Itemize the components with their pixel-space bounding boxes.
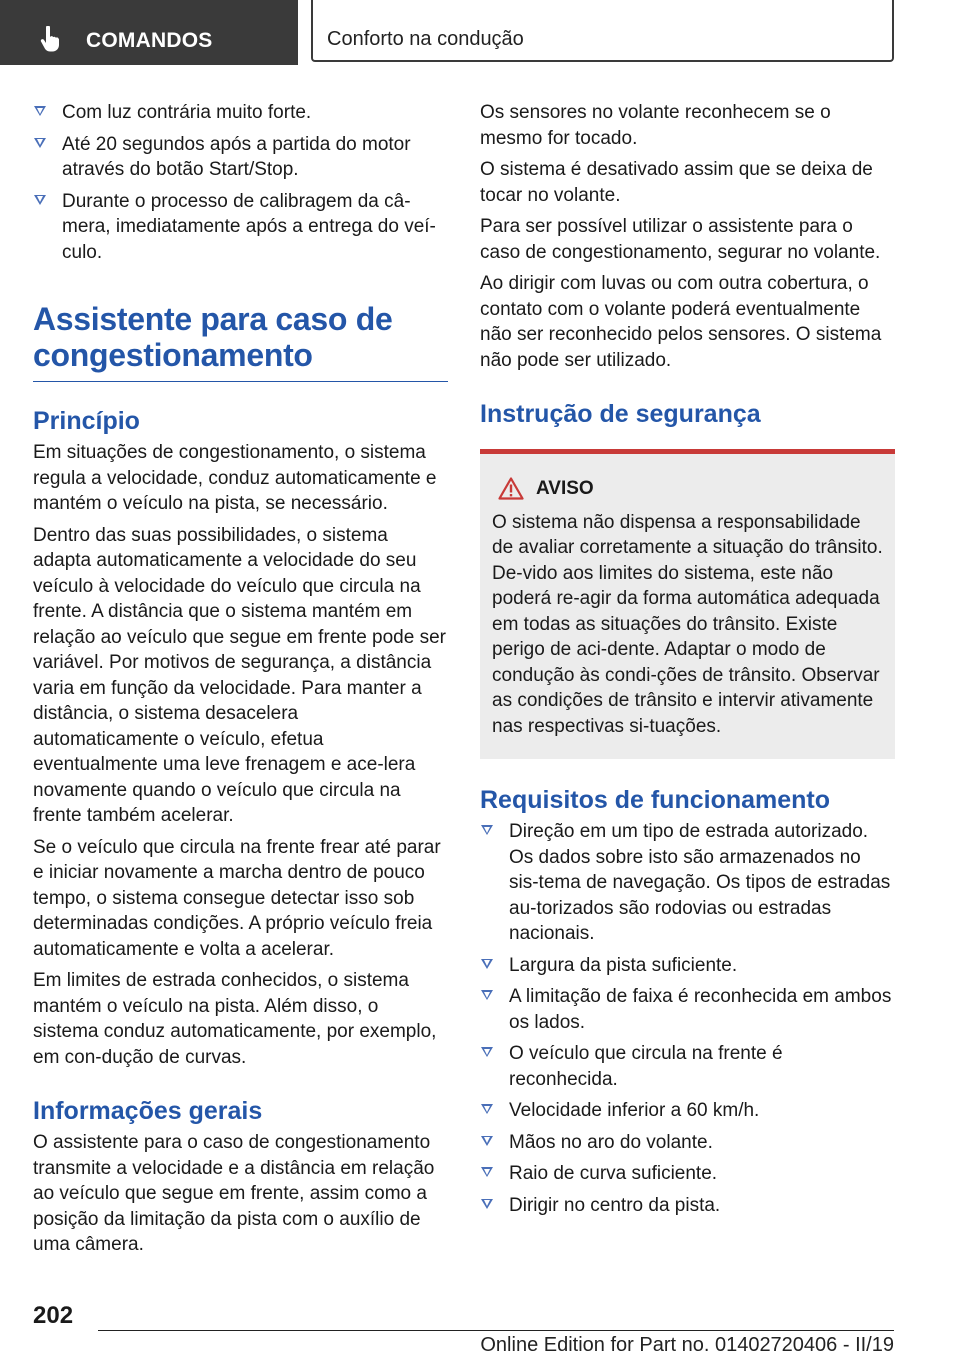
paragraph: O sistema é desativado assim que se deixa de tocar no volante. bbox=[480, 159, 873, 206]
list-item: Direção em um tipo de estrada autorizado. Os dados sobre isto são armazenados no sis-tema de navegação. Os tipos de estradas au-torizados são rodovias ou estradas nacionais. bbox=[480, 819, 895, 947]
heading-principle: Princípio bbox=[33, 407, 140, 435]
list-item: Mãos no aro do volante. bbox=[480, 1130, 895, 1156]
heading-requirements: Requisitos de funcionamento bbox=[480, 786, 831, 814]
warning-text: O sistema não dispensa a responsabilidade de avaliar corretamente a situação do trânsito. De-vido aos limites do sistema, este não poderá re-agir da forma automática adequada em todas as situações do trânsito. Existe perigo de aci-dente. Adaptar o modo de condução às condi-ções de trânsito. Observar as condições de trânsito e intervir ativamente nas respectivas si-tuações. bbox=[492, 511, 883, 737]
warning-box bbox=[480, 449, 895, 759]
bullet-triangle-icon bbox=[481, 990, 493, 1000]
paragraph: O assistente para o caso de congestionamento transmite a velocidade e a distância em relação ao veículo que segue em frente, assim como a posição da limitação da pista com o auxílio de uma câmera. bbox=[33, 1132, 435, 1255]
paragraph: Os sensores no volante reconhecem se o mesmo for tocado. bbox=[480, 102, 831, 149]
paragraph: Se o veículo que circula na frente frear até parar e iniciar novamente a marcha dentro de pouco tempo, o sistema consegue detectar isso sob determinadas condições. A próprio veículo freia automaticamente e volta a acelerar. bbox=[33, 836, 441, 960]
bullet-triangle-icon bbox=[481, 1104, 493, 1114]
bullet-triangle-icon bbox=[481, 1167, 493, 1177]
bullet-triangle-icon bbox=[481, 1199, 493, 1209]
footer-divider bbox=[98, 1330, 894, 1331]
bullet-triangle-icon bbox=[481, 825, 493, 835]
paragraph: Ao dirigir com luvas ou com outra cobertura, o contato com o volante poderá eventualmente não ser reconhecido pelos sensores. O sistema não pode ser utilizado. bbox=[480, 273, 882, 371]
list-item: Dirigir no centro da pista. bbox=[480, 1193, 895, 1219]
warning-title: AVISO bbox=[498, 476, 883, 502]
section-label: Conforto na condução bbox=[327, 28, 524, 50]
list-item: O veículo que circula na frente é reconhecida. bbox=[480, 1041, 895, 1092]
list-item: Largura da pista suficiente. bbox=[480, 953, 895, 979]
requirements-list bbox=[480, 819, 895, 1218]
bullet-triangle-icon bbox=[481, 959, 493, 969]
page-title: Assistente para caso de congestionamento bbox=[33, 301, 448, 382]
list-item: Com luz contrária muito forte. bbox=[33, 100, 448, 126]
heading-general-info: Informações gerais bbox=[33, 1097, 263, 1125]
list-item: Velocidade inferior a 60 km/h. bbox=[480, 1098, 895, 1124]
paragraph: Em situações de congestionamento, o sistema regula a velocidade, conduz automaticamente e mantém o veículo na pista, se necessário. bbox=[33, 442, 437, 514]
warning-triangle-icon bbox=[498, 477, 524, 500]
list-item: Durante o processo de calibragem da câ-mera, imediatamente após a entrega do veí-culo. bbox=[33, 189, 448, 266]
list-item: Raio de curva suficiente. bbox=[480, 1161, 895, 1187]
header-chapter-tab bbox=[0, 0, 298, 65]
bullet-triangle-icon bbox=[34, 195, 46, 205]
paragraph: Para ser possível utilizar o assistente para o caso de congestionamento, segurar no volante. bbox=[480, 216, 881, 263]
left-column bbox=[33, 100, 448, 1264]
bullet-triangle-icon bbox=[34, 138, 46, 148]
footer-edition: Online Edition for Part no. 01402720406 - II/19 bbox=[480, 1334, 894, 1356]
bullet-triangle-icon bbox=[34, 106, 46, 116]
page-number: 202 bbox=[33, 1302, 74, 1329]
bullet-triangle-icon bbox=[481, 1047, 493, 1057]
header-section-box bbox=[311, 0, 894, 62]
chapter-label: COMANDOS bbox=[86, 29, 213, 52]
list-item: A limitação de faixa é reconhecida em ambos os lados. bbox=[480, 984, 895, 1035]
list-item: Até 20 segundos após a partida do motor através do botão Start/Stop. bbox=[33, 132, 448, 183]
paragraph: Dentro das suas possibilidades, o sistema adapta automaticamente a velocidade do seu veículo à velocidade do veículo que circula na frente. A distância que o sistema mantém em relação ao veículo que segue em frente pode ser variável. Por motivos de segurança, a distância varia em função da velocidade. Para manter a distância, o sistema desacelera automaticamente o veículo, efetua eventualmente uma leve frenagem e ace-lera novamente quando o veículo que circula na frente também acelerar. bbox=[33, 524, 446, 826]
heading-safety: Instrução de segurança bbox=[480, 400, 761, 428]
hand-pointer-icon bbox=[40, 26, 62, 52]
right-column bbox=[480, 100, 895, 1224]
paragraph: Em limites de estrada conhecidos, o sistema mantém o veículo na pista. Além disso, o sistema conduz automaticamente, por exemplo, em con-dução de curvas. bbox=[33, 970, 437, 1068]
condition-list bbox=[33, 100, 448, 265]
bullet-triangle-icon bbox=[481, 1136, 493, 1146]
